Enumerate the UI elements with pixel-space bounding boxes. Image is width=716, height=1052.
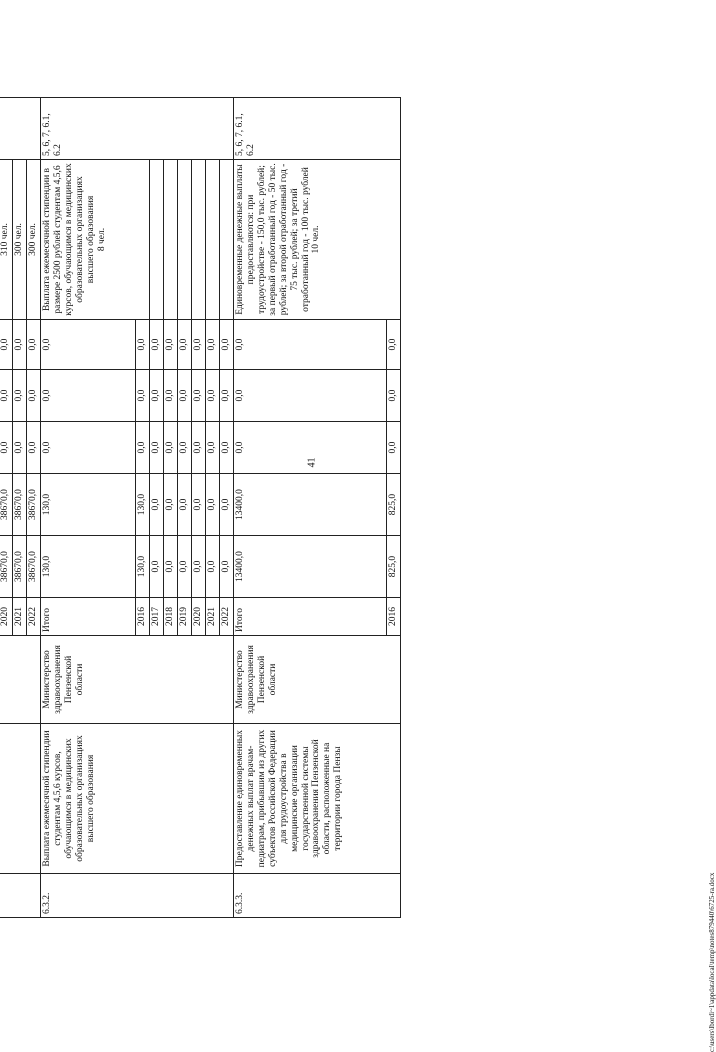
table-row: 6.3.2. Выплата ежемесячной стипендии студентам 4,5,6 курсов, обучающимся в медицинских образовательных организациях высшего образования Министерство здравоохранения Пензенской области Итого 130,0 130,0 0,0 0,0 0,0 Выплата ежемесячной стипендии в размере 2500 рублей студентам 4,5,6 курсов, обучающимся в медицинских образовательных организациях высшего образования 8 чел. 5, 6, 7, 6.1, 6.2 xyxy=(41,98,136,918)
table-row: 2021 38670,0 38670,0 0,0 0,0 0,0 300 чел. xyxy=(13,98,27,918)
indicator-refs: 5, 6, 7, 6.1, 6.2 xyxy=(41,98,234,160)
result-description: Выплата ежемесячной стипендии в размере 2500 рублей студентам 4,5,6 курсов, обучающимся в медицинских образовательных организациях высшего образования 8 чел. xyxy=(41,160,150,320)
rotated-table-container xyxy=(0,98,439,918)
table-row: 2022 0,0 0,0 0,0 0,0 0,0 xyxy=(220,98,234,918)
program-table xyxy=(0,97,401,918)
executor: Министерство здравоохранения Пензенской области xyxy=(41,636,234,724)
indicator-refs: 5, 6, 7, 6.1, 6.2 xyxy=(234,98,401,160)
executor: Министерство здравоохранения Пензенской области xyxy=(234,636,401,724)
measure-name: Выплата ежемесячной стипендии студентам 4,5,6 курсов, обучающимся в медицинских образовательных организациях высшего образования xyxy=(41,724,234,874)
measure-name: Предоставление единовременных денежных выплат врачам-педиатрам, прибывшим из других субъектов Российской Федерации для трудоустройства в медицинские организации государственной системы здравоохранения Пензенской области, расположенные на территории города Пензы xyxy=(234,724,401,874)
table-row: 6.3.3. Предоставление единовременных денежных выплат врачам-педиатрам, прибывшим из других субъектов Российской Федерации для трудоустройства в медицинские организации государственной системы здравоохранения Пензенской области, расположенные на территории города Пензы Министерство здравоохранения Пензенской области Итого 13400,0 13400,0 0,0 0,0 0,0 Единовременные денежные выплаты предоставляются: при трудоустройстве - 150,0 тыс. рублей; за первый отработанный год - 50 тыс. рублей; за второй отработанный год - 75 тыс. рублей; за третий отработанный год - 100 тыс. рублей 10 чел. 5, 6, 7, 6.1, 6.2 xyxy=(234,98,387,918)
row-code: 6.3.2. xyxy=(41,874,234,918)
footer-file-path: c:\users\lbordi~1\appdata\local\temp\notes879440\6725-ra.docx xyxy=(708,872,716,1052)
table-row: 2017 0,0 0,0 0,0 0,0 0,0 xyxy=(150,98,164,918)
result-description: Единовременные денежные выплаты предоставляются: при трудоустройстве - 150,0 тыс. рублей; за первый отработанный год - 50 тыс. рублей; за второй отработанный год - 75 тыс. рублей; за третий отработанный год - 100 тыс. рублей 10 чел. xyxy=(234,160,401,320)
table-row: 2021 0,0 0,0 0,0 0,0 0,0 xyxy=(206,98,220,918)
table-row: 2019 0,0 0,0 0,0 0,0 0,0 xyxy=(178,98,192,918)
table-row: 2020 38670,0 38670,0 0,0 0,0 0,0 310 чел. xyxy=(0,98,13,918)
table-row: 2022 38670,0 38670,0 0,0 0,0 0,0 300 чел. xyxy=(27,98,41,918)
table-row: 2020 0,0 0,0 0,0 0,0 0,0 xyxy=(192,98,206,918)
page-number: 41 xyxy=(306,457,318,468)
table-row: 2016 825,0 825,0 0,0 0,0 0,0 xyxy=(387,98,401,918)
table-row: 2016 130,0 130,0 0,0 0,0 0,0 xyxy=(136,98,150,918)
row-code: 6.3.3. xyxy=(234,874,401,918)
table-row: 2018 0,0 0,0 0,0 0,0 0,0 xyxy=(164,98,178,918)
